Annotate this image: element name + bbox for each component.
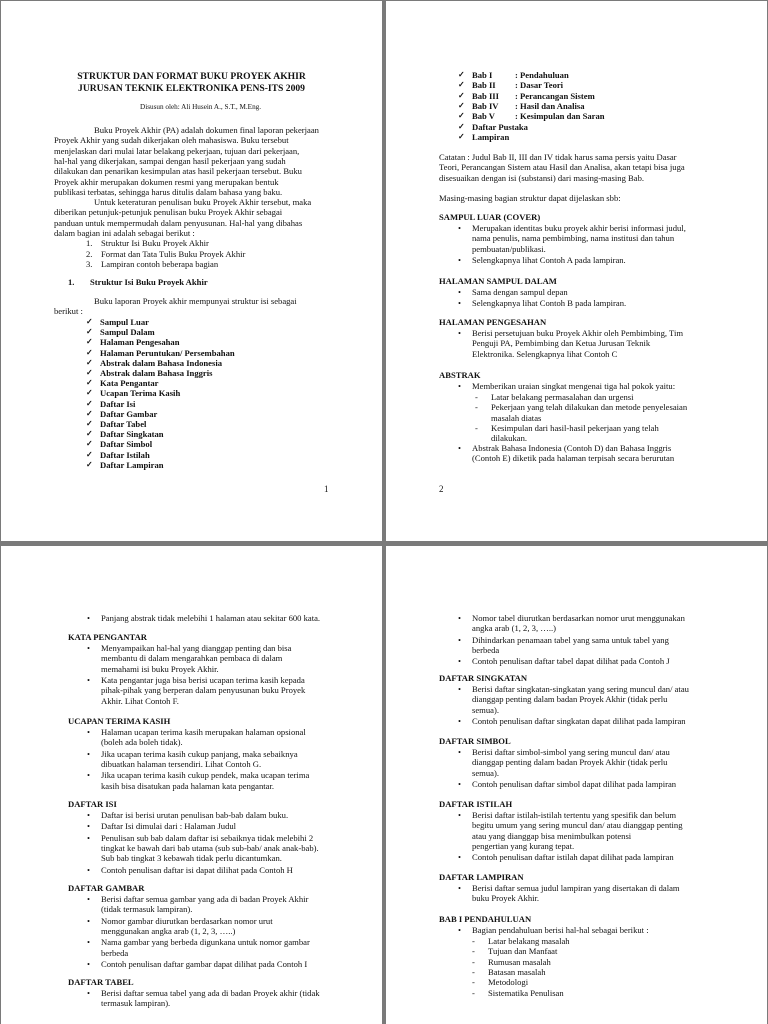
bullet-line: • Berisi daftar semua gambar yang ada di badan Proyek Akhir (101, 894, 308, 904)
bullet-line: • Memberikan uraian singkat mengenai tiga hal pokok yaitu: (472, 381, 675, 391)
author-line: Disusun oleh: Ali Husein A., S.T., M.Eng. (140, 103, 262, 111)
bullet-line: • Contoh penulisan daftar tabel dapat dilihat pada Contoh J (472, 656, 670, 666)
checklist-item: ✓ Abstrak dalam Bahasa Indonesia (100, 358, 222, 368)
paragraph-line: menjelaskan dari mulai latar belakang pekerjaan, tujuan dari pekerjaan, (54, 145, 300, 156)
bullet-line: pembuatan/publikasi. (472, 243, 546, 254)
bullet-line: Penguji PA, Pembimbing dan Ketua Jurusan Teknik (472, 338, 651, 349)
checklist-item: ✓ Daftar Tabel (100, 419, 146, 429)
section-heading: BAB I PENDAHULUAN (439, 914, 532, 924)
bullet-line: • Jika ucapan terima kasih cukup pendek, maka ucapan terima (101, 770, 309, 780)
bullet-line: • Abstrak Bahasa Indonesia (Contoh D) dan Bahasa Inggris (472, 443, 671, 453)
bullet-line: nama penulis, nama pembimbing, nama institusi dan tahun (472, 233, 675, 244)
bullet-line: • Jika ucapan terima kasih cukup panjang, maka sebaiknya (101, 749, 298, 759)
section-heading: DAFTAR GAMBAR (68, 883, 145, 893)
toc-item: Format dan Tata Tulis Buku Proyek Akhir (101, 248, 246, 259)
section-heading: KATA PENGANTAR (68, 632, 148, 642)
bullet-line: berbeda (472, 644, 500, 655)
checklist-item: ✓ Daftar Lampiran (100, 460, 164, 470)
bullet-line: • Berisi daftar semua judul lampiran yang disertakan di dalam (472, 883, 680, 893)
document-page-1 (1, 1, 382, 541)
document-page-4 (386, 546, 767, 1024)
paragraph-line: hal-hal yang dikerjakan, sampai dengan hasil pekerjaan yang sudah (54, 155, 286, 166)
bullet-line: • Berisi daftar simbol-simbol yang sering muncul dan/ atau (472, 747, 670, 757)
dash-item: - Latar belakang permasalahan dan urgensi (491, 392, 634, 402)
bullet-line: begitu umum yang sering muncul dan/ atau dianggap penting (472, 820, 683, 831)
bullet-line: atau yang dianggap bisa menimbulkan potensi (472, 830, 632, 841)
bullet-line: • Contoh penulisan daftar singkatan dapat dilihat pada lampiran (472, 716, 686, 726)
checklist-item: ✓ Daftar Pustaka (472, 122, 528, 132)
bullet-line: • Nomor tabel diurutkan berdasarkan nomor urut menggunakan (472, 613, 685, 623)
bullet-line: • Berisi daftar istilah-istilah tertentu yang spesifik dan belum (472, 810, 676, 820)
section-heading: DAFTAR LAMPIRAN (439, 872, 524, 882)
dash-item: - Rumusan masalah (488, 957, 551, 967)
bab-title: : Perancangan Sistem (515, 90, 595, 101)
paragraph-line: Untuk keteraturan penulisan buku Proyek Akhir tersebut, maka (94, 197, 312, 208)
document-page-3 (1, 546, 382, 1024)
checklist-item: ✓ Daftar Isi (100, 399, 135, 409)
checklist-item: ✓ Daftar Singkatan (100, 429, 164, 439)
section-title: Struktur Isi Buku Proyek Akhir (90, 277, 208, 287)
bullet-line: dianggap penting dalam badan Proyek Akhir (tidak perlu (472, 694, 668, 705)
section-heading: DAFTAR ISTILAH (439, 799, 513, 809)
doc-title (1, 71, 382, 94)
paragraph-line: publikasi terbatas, sehingga harus ditulis dalam bahasa yang baku. (54, 186, 283, 197)
section-heading: HALAMAN PENGESAHAN (439, 317, 547, 327)
bullet-line: • Sama dengan sampul depan (472, 287, 568, 297)
paragraph-line: panduan untuk mempermudah dalam penyusunan. Hal-hal yang dibahas (54, 217, 303, 228)
bab-label: ✓ Bab V (472, 111, 495, 121)
bullet-line: • Penulisan sub bab dalam daftar isi sebaiknya tidak melebihi 2 (101, 833, 313, 843)
checklist-item: ✓ Lampiran (472, 132, 509, 142)
paragraph-line: Masing-masing bagian struktur dapat dijelaskan sbb: (439, 193, 621, 203)
paragraph-line: Buku laporan Proyek akhir mempunyai struktur isi sebagai (94, 296, 297, 306)
bullet-line: • Contoh penulisan daftar istilah dapat dilihat pada lampiran (472, 852, 674, 862)
bullet-line: pihak-pihak yang berperan dalam penyusunan buku Proyek (101, 685, 306, 696)
bullet-line: berbeda (101, 947, 129, 958)
bullet-line: membantu di dalam mengarahkan pembaca di dalam (101, 653, 283, 664)
bullet-line: kasih bisa disatukan pada halaman kata pengantar. (101, 780, 275, 791)
bullet-line: pengertian yang kurang tepat. (472, 840, 575, 851)
bullet-line: semua). (472, 704, 499, 715)
bullet-line: memahami isi buku Proyek Akhir. (101, 663, 219, 674)
bullet-line: • Nomor gambar diurutkan berdasarkan nomor urut (101, 916, 273, 926)
bab-label: ✓ Bab I (472, 70, 492, 80)
note-line: disesuaikan dengan isi (substansi) dari masing-masing Bab. (439, 172, 645, 183)
dash-item: masalah diatas (491, 412, 542, 423)
section-number: 1. (68, 277, 75, 287)
bullet-line: Akhir. Lihat Contoh F. (101, 695, 179, 706)
bullet-line: • Selengkapnya lihat Contoh B pada lampiran. (472, 298, 626, 308)
dash-item: - Pekerjaan yang telah dilakukan dan metode penyelesaian (491, 402, 687, 412)
bullet-line: • Contoh penulisan daftar isi dapat dilihat pada Contoh H (101, 865, 293, 875)
page-number: 1 (324, 484, 329, 494)
doc-title-line2: JURUSAN TEKNIK ELEKTRONIKA PENS-ITS 2009 (78, 82, 305, 94)
bullet-line: • Berisi daftar singkatan-singkatan yang sering muncul dan/ atau (472, 684, 689, 694)
toc-number: 2. (86, 248, 93, 259)
dash-item: dilakukan. (491, 433, 528, 444)
paragraph-line: Buku Proyek Akhir (PA) adalah dokumen final laporan pekerjaan (94, 125, 319, 135)
checklist-item: ✓ Daftar Istilah (100, 450, 150, 460)
toc-number: 1. (86, 238, 93, 249)
section-heading: DAFTAR SINGKATAN (439, 673, 528, 683)
bab-title: : Dasar Teori (515, 80, 564, 91)
checklist-item: ✓ Sampul Luar (100, 317, 149, 327)
note-line: Catatan : Judul Bab II, III dan IV tidak harus sama persis yaitu Dasar (439, 152, 677, 162)
dash-item: - Kesimpulan dari hasil-hasil pekerjaan yang telah (491, 423, 659, 433)
bullet-line: Sub bab tingkat 3 kebawah tidak perlu dicantumkan. (101, 853, 282, 864)
bullet-line: (boleh ada boleh tidak). (101, 737, 183, 748)
checklist-item: ✓ Daftar Simbol (100, 439, 152, 449)
bab-title: : Hasil dan Analisa (515, 100, 585, 111)
paragraph-line: dalam bagian ini adalah sebagai berikut : (54, 228, 195, 238)
doc-title-line1: STRUKTUR DAN FORMAT BUKU PROYEK AKHIR (77, 71, 306, 82)
paragraph-line: Proyek akhir merupakan dokumen resmi yang merupakan bentuk (54, 176, 279, 187)
bullet-line: (Contoh E) diketik pada halaman terpisah secara berurutan (472, 453, 675, 464)
bullet-line: • Merupakan identitas buku proyek akhir berisi informasi judul, (472, 223, 686, 233)
bullet-line: menggunakan angka arab (1, 2, 3, …..) (101, 925, 236, 936)
section-heading: HALAMAN SAMPUL DALAM (439, 276, 557, 286)
bullet-line: • Panjang abstrak tidak melebihi 1 halaman atau sekitar 600 kata. (101, 613, 320, 623)
toc-item: Lampiran contoh beberapa bagian (101, 258, 219, 269)
bullet-line: angka arab (1, 2, 3, …..) (472, 623, 556, 634)
checklist-item: ✓ Halaman Peruntukan/ Persembahan (100, 348, 235, 358)
bab-label: ✓ Bab III (472, 91, 499, 101)
bab-label: ✓ Bab IV (472, 101, 499, 111)
section-heading: DAFTAR TABEL (68, 977, 134, 987)
bullet-line: • Dihindarkan penamaan tabel yang sama untuk tabel yang (472, 635, 669, 645)
checklist-item: ✓ Kata Pengantar (100, 378, 158, 388)
dash-item: - Batasan masalah (488, 967, 546, 977)
bab-title: : Kesimpulan dan Saran (515, 111, 605, 122)
note-line: Teori, Perancangan Sistem atau Hasil dan Analisa, akan tetapi bisa juga (439, 162, 685, 173)
bullet-line: • Contoh penulisan daftar simbol dapat dilihat pada lampiran (472, 779, 676, 789)
section-heading: DAFTAR SIMBOL (439, 736, 511, 746)
checklist-item: ✓ Abstrak dalam Bahasa Inggris (100, 368, 212, 378)
section-heading: UCAPAN TERIMA KASIH (68, 716, 171, 726)
checklist-item: ✓ Daftar Gambar (100, 409, 157, 419)
bullet-line: • Berisi persetujuan buku Proyek Akhir oleh Pembimbing, Tim (472, 328, 683, 338)
bullet-line: semua). (472, 767, 499, 778)
dash-item: - Sistematika Penulisan (488, 988, 564, 998)
section-heading: SAMPUL LUAR (COVER) (439, 212, 541, 222)
bullet-line: (tidak termasuk lampiran). (101, 904, 193, 915)
checklist-item: ✓ Ucapan Terima Kasih (100, 388, 180, 398)
dash-item: - Metodologi (488, 977, 528, 987)
bullet-line: dibuatkan halaman tersendiri. Lihat Contoh G. (101, 758, 262, 769)
bullet-line: dianggap penting dalam badan Proyek Akhir (tidak perlu (472, 757, 668, 768)
bullet-line: • Menyampaikan hal-hal yang dianggap penting dan bisa (101, 643, 291, 653)
dash-item: - Latar belakang masalah (488, 936, 570, 946)
toc-item: Struktur Isi Buku Proyek Akhir (101, 238, 209, 249)
bullet-line: • Berisi daftar semua tabel yang ada di badan Proyek akhir (tidak (101, 988, 320, 998)
page-number: 2 (439, 484, 444, 494)
paragraph-line: berikut : (54, 306, 83, 316)
bullet-line: • Nama gambar yang berbeda digunkana untuk nomor gambar (101, 937, 310, 947)
section-heading: DAFTAR ISI (68, 799, 117, 809)
bullet-line: • Bagian pendahuluan berisi hal-hal sebagai berikut : (472, 925, 649, 935)
bullet-line: • Daftar isi berisi urutan penulisan bab-bab dalam buku. (101, 810, 288, 820)
toc-number: 3. (86, 258, 93, 269)
bullet-line: • Halaman ucapan terima kasih merupakan halaman opsional (101, 727, 306, 737)
paragraph-line: diberikan petunjuk-petunjuk penulisan buku Proyek Akhir sebagai (54, 207, 283, 218)
dash-item: - Tujuan dan Manfaat (488, 946, 557, 956)
paragraph-line: Proyek Akhir yang sudah dikerjakan oleh mahasiswa. Buku tersebut (54, 135, 289, 146)
checklist-item: ✓ Halaman Pengesahan (100, 337, 180, 347)
bullet-line: termasuk lampiran). (101, 998, 171, 1009)
section-heading: ABSTRAK (439, 370, 481, 380)
bullet-line: tingkat ke bawah dari bab utama (sub sub-bab/ anak anak-bab). (101, 842, 319, 853)
bullet-line: • Selengkapnya lihat Contoh A pada lampiran. (472, 255, 626, 265)
bab-label: ✓ Bab II (472, 80, 496, 90)
document-page-2 (386, 1, 767, 541)
checklist-item: ✓ Sampul Dalam (100, 327, 155, 337)
bab-title: : Pendahuluan (515, 70, 569, 80)
bullet-line: • Contoh penulisan daftar gambar dapat dilihat pada Contoh I (101, 959, 307, 969)
bullet-line: • Daftar Isi dimulai dari : Halaman Judul (101, 821, 236, 831)
paragraph-line: dilakukan dan penarikan kesimpulan atas hasil pekerjaan tersebut. Buku (54, 166, 302, 177)
bullet-line: buku Proyek Akhir. (472, 893, 540, 904)
bullet-line: Elektronika. Selengkapnya lihat Contoh C (472, 348, 618, 359)
bullet-line: • Kata pengantar juga bisa berisi ucapan terima kasih kepada (101, 675, 305, 685)
